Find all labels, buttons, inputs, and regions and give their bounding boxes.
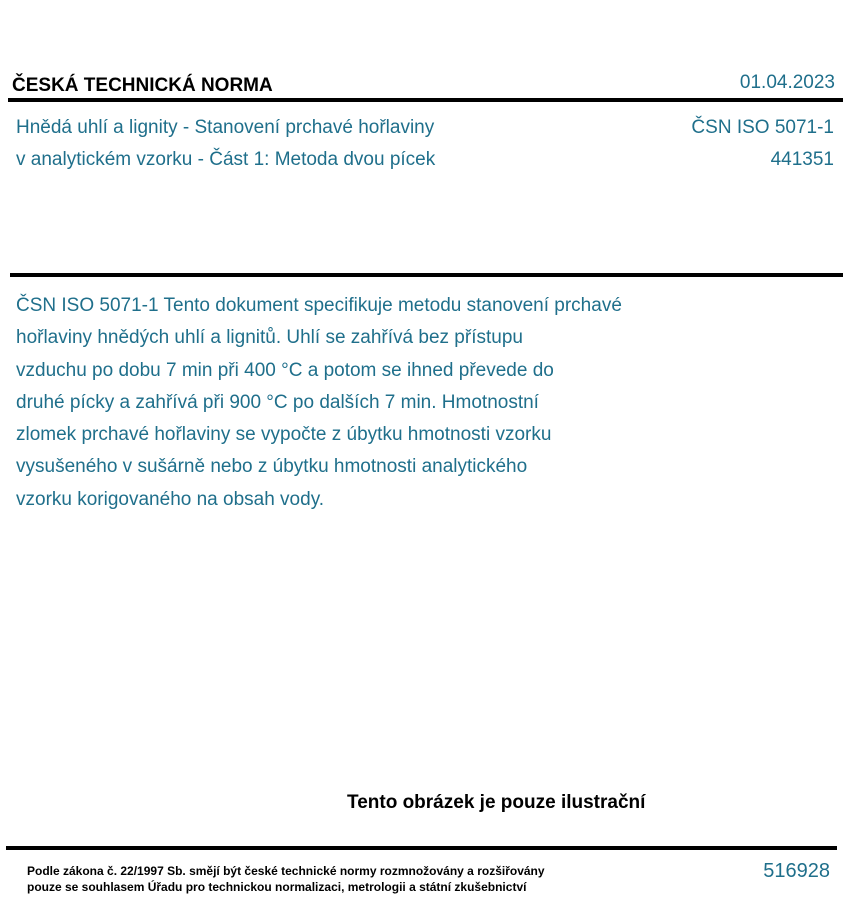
header-divider bbox=[8, 98, 843, 102]
abstract-line: vzduchu po dobu 7 min při 400 °C a potom se ihned převede do bbox=[16, 359, 554, 381]
legal-notice bbox=[27, 863, 545, 895]
document-number: 516928 bbox=[763, 860, 830, 882]
title-divider bbox=[10, 273, 843, 277]
legal-notice-line-2: pouze se souhlasem Úřadu pro technickou normalizaci, metrologii a státní zkušebnictví bbox=[27, 880, 527, 894]
abstract-line: druhé pícky a zahřívá při 900 °C po dalších 7 min. Hmotnostní bbox=[16, 391, 539, 413]
abstract-line: vysušeného v sušárně nebo z úbytku hmotnosti analytického bbox=[16, 456, 528, 478]
abstract-line: ČSN ISO 5071-1 Tento dokument specifikuje metodu stanovení prchavé bbox=[16, 295, 622, 316]
abstract-line: vzorku korigovaného na obsah vody. bbox=[16, 488, 325, 510]
standard-code: ČSN ISO 5071-1 bbox=[691, 117, 834, 138]
norm-label: ČESKÁ TECHNICKÁ NORMA bbox=[12, 75, 273, 96]
illustration-note: Tento obrázek je pouze ilustrační bbox=[347, 792, 646, 813]
abstract bbox=[16, 290, 622, 516]
abstract-line: zlomek prchavé hořlaviny se vypočte z úbytku hmotnosti vzorku bbox=[16, 424, 552, 446]
publication-date: 01.04.2023 bbox=[739, 72, 835, 93]
title-line-2: v analytickém vzorku - Část 1: Metoda dvou pícek bbox=[16, 149, 436, 170]
legal-notice-line-1: Podle zákona č. 22/1997 Sb. smějí být české technické normy rozmnožovány a rozšiřovány bbox=[27, 864, 545, 878]
classification-code: 441351 bbox=[770, 149, 834, 170]
footer-divider bbox=[6, 846, 837, 850]
title-line-1: Hnědá uhlí a lignity - Stanovení prchavé hořlaviny bbox=[16, 117, 435, 138]
abstract-line: hořlaviny hnědých uhlí a lignitů. Uhlí se zahřívá bez přístupu bbox=[16, 327, 523, 349]
